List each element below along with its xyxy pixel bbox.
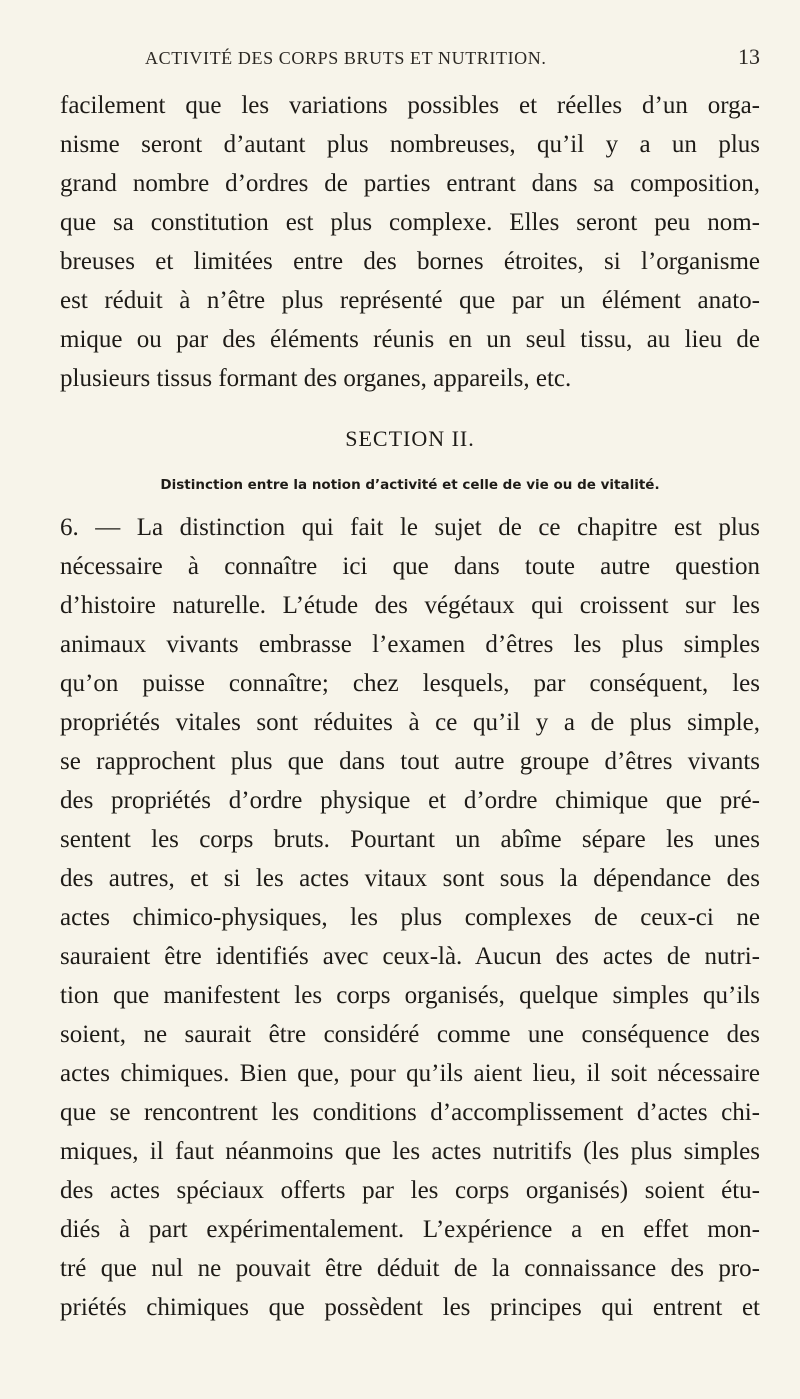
text-line: que se rencontrent les conditions d’accomplissement d’actes chi- [60, 1099, 760, 1126]
text-line: 6. — La distinction qui fait le sujet de ce chapitre est plus [60, 514, 760, 541]
text-line: d’histoire naturelle. L’étude des végétaux qui croissent sur les [60, 592, 760, 619]
text-line: breuses et limitées entre des bornes étroites, si l’organisme [60, 248, 760, 275]
text-line: tion que manifestent les corps organisés, quelque simples qu’ils [60, 982, 760, 1009]
text-line: nisme seront d’autant plus nombreuses, qu’il y a un plus [60, 131, 760, 158]
text-line: priétés chimiques que possèdent les principes qui entrent et [60, 1294, 760, 1321]
text-line: que sa constitution est plus complexe. Elles seront peu nom- [60, 209, 760, 236]
text-line: grand nombre d’ordres de parties entrant dans sa composition, [60, 170, 760, 197]
main-paragraph [60, 508, 760, 1327]
intro-paragraph [60, 86, 760, 398]
section-title: SECTION II. [345, 426, 475, 451]
text-line: animaux vivants embrasse l’examen d’êtres les plus simples [60, 631, 760, 658]
text-line: plusieurs tissus formant des organes, appareils, etc. [60, 365, 572, 392]
text-line: soient, ne saurait être considéré comme une conséquence des [60, 1021, 760, 1048]
text-line: est réduit à n’être plus représenté que par un élément anato- [60, 287, 760, 314]
text-line: mique ou par des éléments réunis en un seul tissu, au lieu de [60, 326, 760, 353]
text-line: diés à part expérimentalement. L’expérience a en effet mon- [60, 1216, 760, 1243]
text-line: se rapprochent plus que dans tout autre groupe d’êtres vivants [60, 748, 760, 775]
text-line: nécessaire à connaître ici que dans toute autre question [60, 553, 760, 580]
text-line: propriétés vitales sont réduites à ce qu’il y a de plus simple, [60, 709, 760, 736]
text-line: qu’on puisse connaître; chez lesquels, par conséquent, les [60, 670, 760, 697]
text-line: actes chimiques. Bien que, pour qu’ils aient lieu, il soit nécessaire [60, 1060, 760, 1087]
running-head [60, 44, 760, 78]
book-page [60, 0, 760, 1399]
text-line: des autres, et si les actes vitaux sont sous la dépendance des [60, 865, 760, 892]
text-line: miques, il faut néanmoins que les actes nutritifs (les plus simples [60, 1138, 760, 1165]
page-number: 13 [738, 44, 760, 69]
text-line: des actes spéciaux offerts par les corps organisés) soient étu- [60, 1177, 760, 1204]
section-subtitle: Distinction entre la notion d’activité et celle de vie ou de vitalité. [160, 477, 660, 493]
text-line: sauraient être identifiés avec ceux-là. Aucun des actes de nutri- [60, 943, 760, 970]
text-line: sentent les corps bruts. Pourtant un abîme sépare les unes [60, 826, 760, 853]
text-line: actes chimico-physiques, les plus complexes de ceux-ci ne [60, 904, 760, 931]
text-line: facilement que les variations possibles et réelles d’un orga- [60, 92, 760, 119]
text-line: tré que nul ne pouvait être déduit de la connaissance des pro- [60, 1255, 760, 1282]
running-title: ACTIVITÉ DES CORPS BRUTS ET NUTRITION. [145, 48, 547, 68]
text-line: des propriétés d’ordre physique et d’ordre chimique que pré- [60, 787, 760, 814]
